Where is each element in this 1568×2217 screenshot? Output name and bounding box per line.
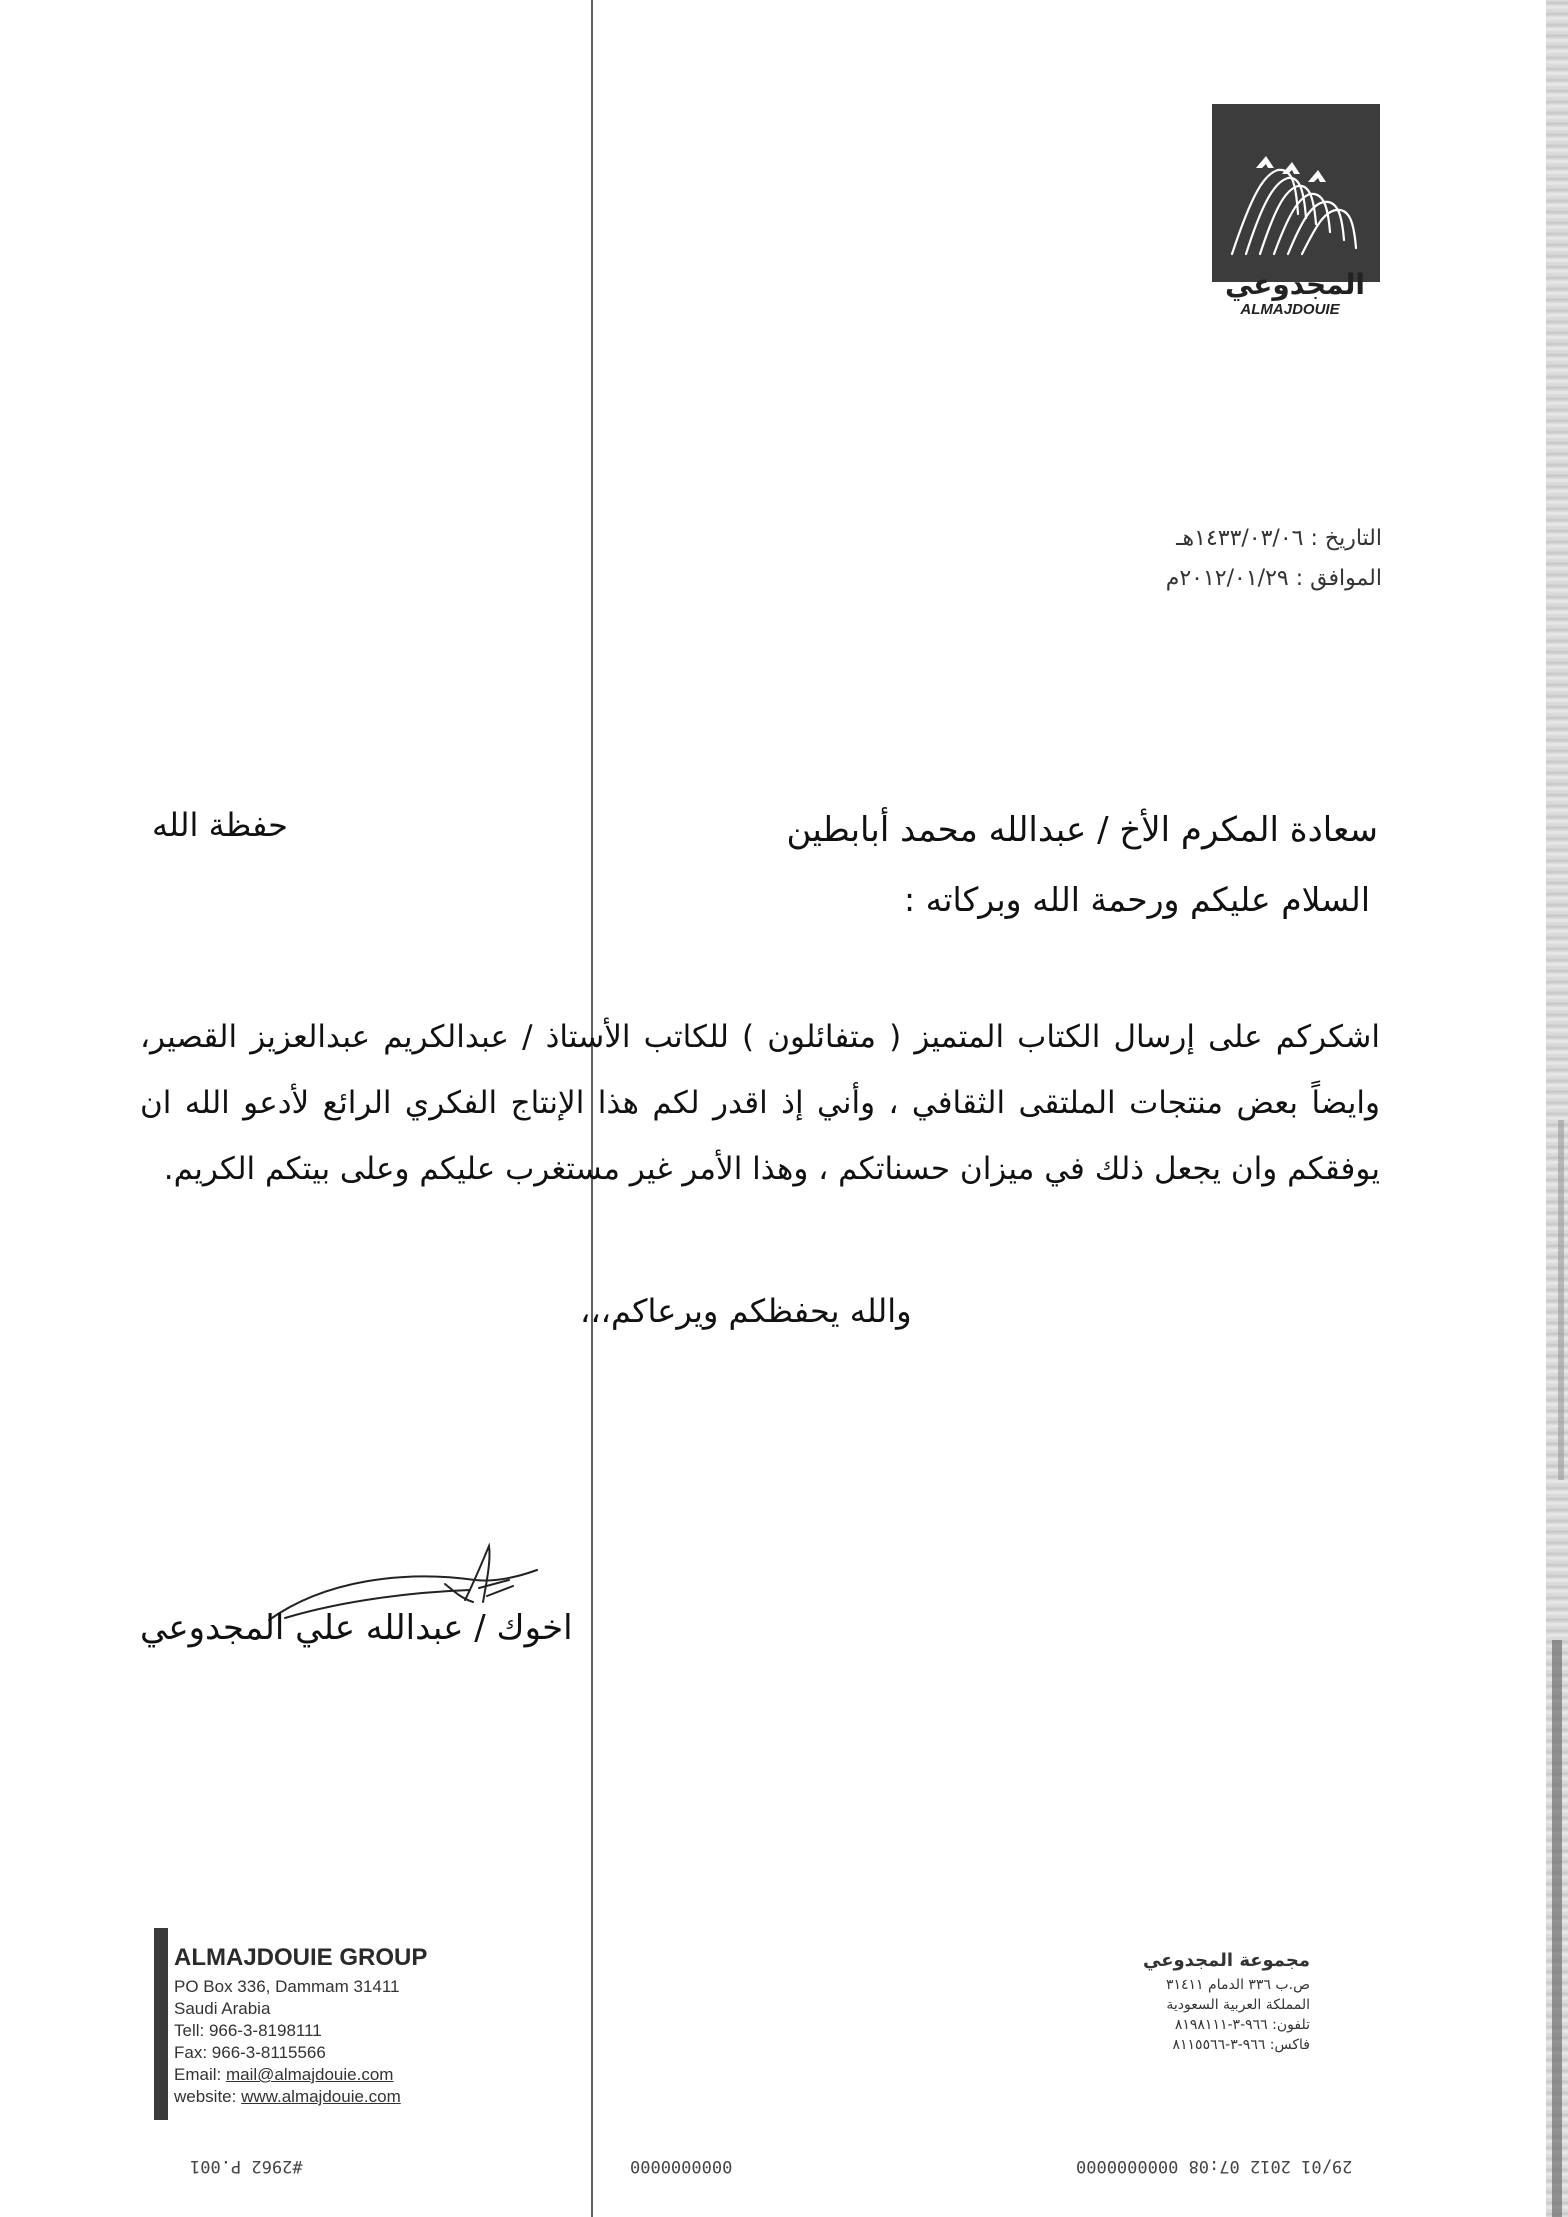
footer-country-line: Saudi Arabia <box>174 1999 271 2018</box>
footer-arabic-telephone: تلفون: ٩٦٦-٣-٨١٩٨١١١ <box>1174 2017 1310 2033</box>
footer-email-line <box>174 2064 427 2086</box>
footer-telephone: Tell: 966-3-8198111 <box>174 2021 322 2040</box>
footer-arabic-fax: فاكس: ٩٦٦-٣-٨١١٥٥٦٦ <box>1172 2037 1310 2053</box>
footer-arabic-company: مجموعة المجدوعي <box>1142 1950 1310 1971</box>
scan-edge-shadow-dark <box>1552 1640 1562 2217</box>
footer-arabic-country: المملكة العربية السعودية <box>1166 1997 1310 2013</box>
letter-body-paragraph: اشكركم على إرسال الكتاب المتميز ( متفائلون ) للكاتب الأستاذ / عبدالكريم عبدالعزيز القصير، وايضاً بعض منتجات الملتقى الثقافي ، وأني إذ اقدر لكم هذا الإنتاج الفكري الرائع لأدعو الله ان يوفقكم وان يجعل ذلك في ميزان حسناتكم ، وهذا الأمر غير مستغرب عليكم وعلى بيتكم الكريم. <box>140 1019 1380 1187</box>
footer-email-link[interactable]: mail@almajdouie.com <box>225 2065 394 2084</box>
footer-company-name: ALMAJDOUIE GROUP <box>174 1944 428 1971</box>
fax-timestamp: 29/01 2012 07:08 0000000000 <box>1076 2156 1353 2176</box>
fax-sender-id: 0000000000 <box>630 2156 733 2176</box>
logo-mark-icon <box>1212 104 1380 282</box>
gregorian-date: الموافق : ٢٠١٢/٠١/٢٩م <box>1165 566 1382 591</box>
blessing-text: حفظة الله <box>152 806 288 844</box>
footer-arabic-contact <box>1143 1950 1310 2055</box>
footer-email-label: Email: <box>174 2065 226 2084</box>
greeting-line: السلام عليكم ورحمة الله وبركاته : <box>904 880 1370 919</box>
company-logo <box>1212 104 1380 282</box>
logo-english-name: ALMAJDOUIE <box>1240 301 1340 318</box>
signatory-name: اخوك / عبدالله علي المجدوعي <box>140 1608 573 1648</box>
footer-english-contact <box>174 1944 427 2108</box>
recipient-line: سعادة المكرم الأخ / عبدالله محمد أبابطين <box>786 810 1378 850</box>
footer-website-label: website: <box>174 2087 242 2106</box>
footer-arabic-address: ص.ب ٣٣٦ الدمام ٣١٤١١ <box>1165 1977 1310 1993</box>
hijri-date: التاريخ : ١٤٣٣/٠٣/٠٦هـ <box>1176 526 1382 551</box>
closing-line: والله يحفظكم ويرعاكم،،، <box>580 1292 912 1330</box>
footer-website-link[interactable]: www.almajdouie.com <box>241 2087 401 2106</box>
logo-arabic-name: المجدوعي <box>1224 268 1366 301</box>
footer-address-line: PO Box 336, Dammam 31411 <box>174 1977 400 1996</box>
footer-fax: Fax: 966-3-8115566 <box>174 2043 326 2062</box>
fax-page-number: #2962 P.001 <box>190 2156 303 2176</box>
footer-website-line <box>174 2086 427 2108</box>
scan-edge-shadow <box>1558 1120 1564 1480</box>
footer-accent-bar <box>154 1928 168 2120</box>
